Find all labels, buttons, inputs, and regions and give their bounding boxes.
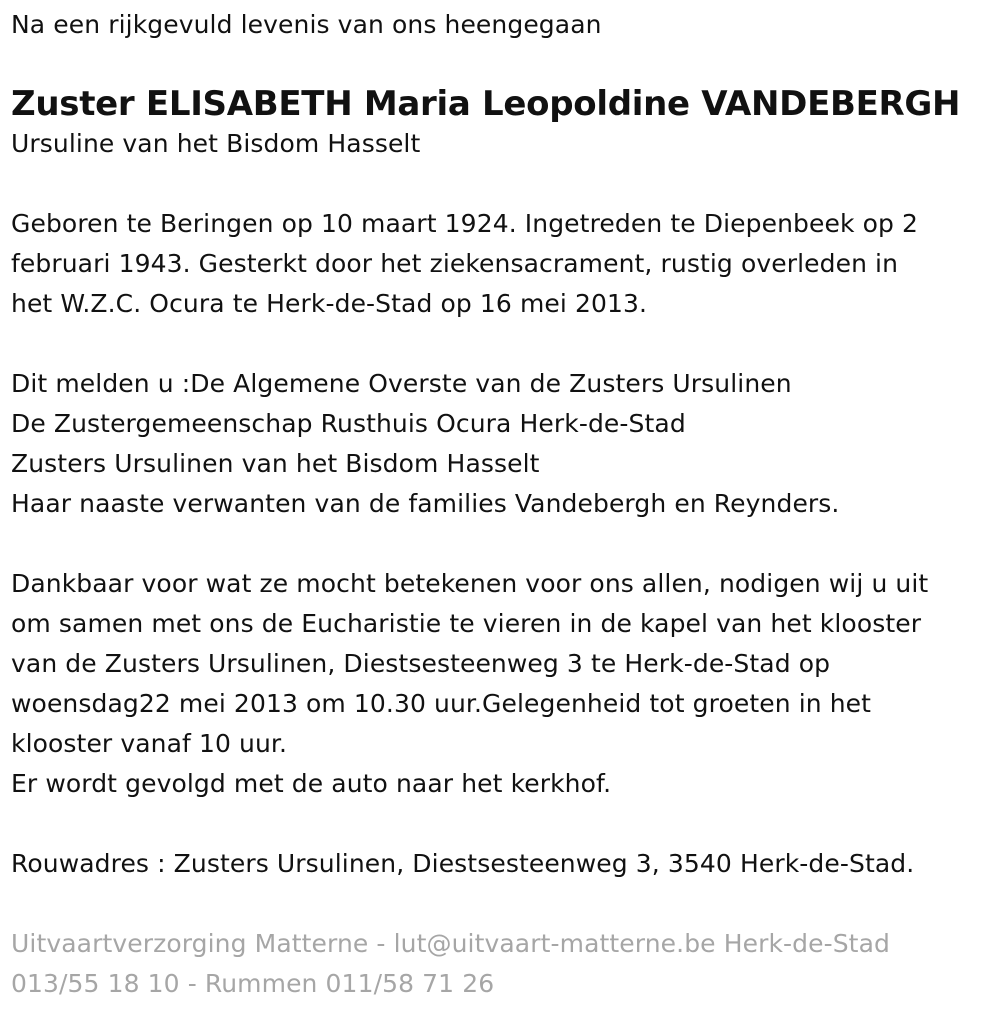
bio-line: het W.Z.C. Ocura te Herk-de-Stad op 16 mei 2013.	[11, 289, 648, 318]
ceremony-line: Dankbaar voor wat ze mocht betekenen voor ons allen, nodigen wij u uit	[11, 569, 929, 598]
religious-order: Ursuline van het Bisdom Hasselt	[11, 129, 421, 158]
ceremony-paragraph	[11, 564, 996, 804]
biography-paragraph	[11, 204, 996, 324]
footer-line: 013/55 18 10 - Rummen 011/58 71 26	[11, 969, 495, 998]
announcer-line: Zusters Ursulinen van het Bisdom Hasselt	[11, 449, 540, 478]
obituary-notice	[11, 0, 996, 1004]
ceremony-line: Er wordt gevolgd met de auto naar het kerkhof.	[11, 769, 612, 798]
funeral-director-footer	[11, 924, 996, 1004]
footer-line: Uitvaartverzorging Matterne - lut@uitvaart-matterne.be Herk-de-Stad	[11, 929, 890, 958]
announcer-line: Dit melden u :De Algemene Overste van de Zusters Ursulinen	[11, 369, 792, 398]
ceremony-line: om samen met ons de Eucharistie te vieren in de kapel van het klooster	[11, 609, 922, 638]
announcers-paragraph	[11, 364, 996, 524]
announcer-line: Haar naaste verwanten van de families Vandebergh en Reynders.	[11, 489, 840, 518]
announcer-line: De Zustergemeenschap Rusthuis Ocura Herk-de-Stad	[11, 409, 686, 438]
intro-text: Na een rijkgevuld levenis van ons heengegaan	[11, 10, 602, 39]
bio-line: Geboren te Beringen op 10 maart 1924. Ingetreden te Diepenbeek op 2	[11, 209, 918, 238]
ceremony-line: klooster vanaf 10 uur.	[11, 729, 288, 758]
ceremony-line: van de Zusters Ursulinen, Diestsesteenweg 3 te Herk-de-Stad op	[11, 649, 831, 678]
mourning-address	[11, 844, 996, 884]
address-line: Rouwadres : Zusters Ursulinen, Diestsesteenweg 3, 3540 Herk-de-Stad.	[11, 849, 915, 878]
ceremony-line: woensdag22 mei 2013 om 10.30 uur.Gelegenheid tot groeten in het	[11, 689, 872, 718]
bio-line: februari 1943. Gesterkt door het ziekensacrament, rustig overleden in	[11, 249, 899, 278]
deceased-name: Zuster ELISABETH Maria Leopoldine VANDEBERGH	[11, 84, 961, 124]
